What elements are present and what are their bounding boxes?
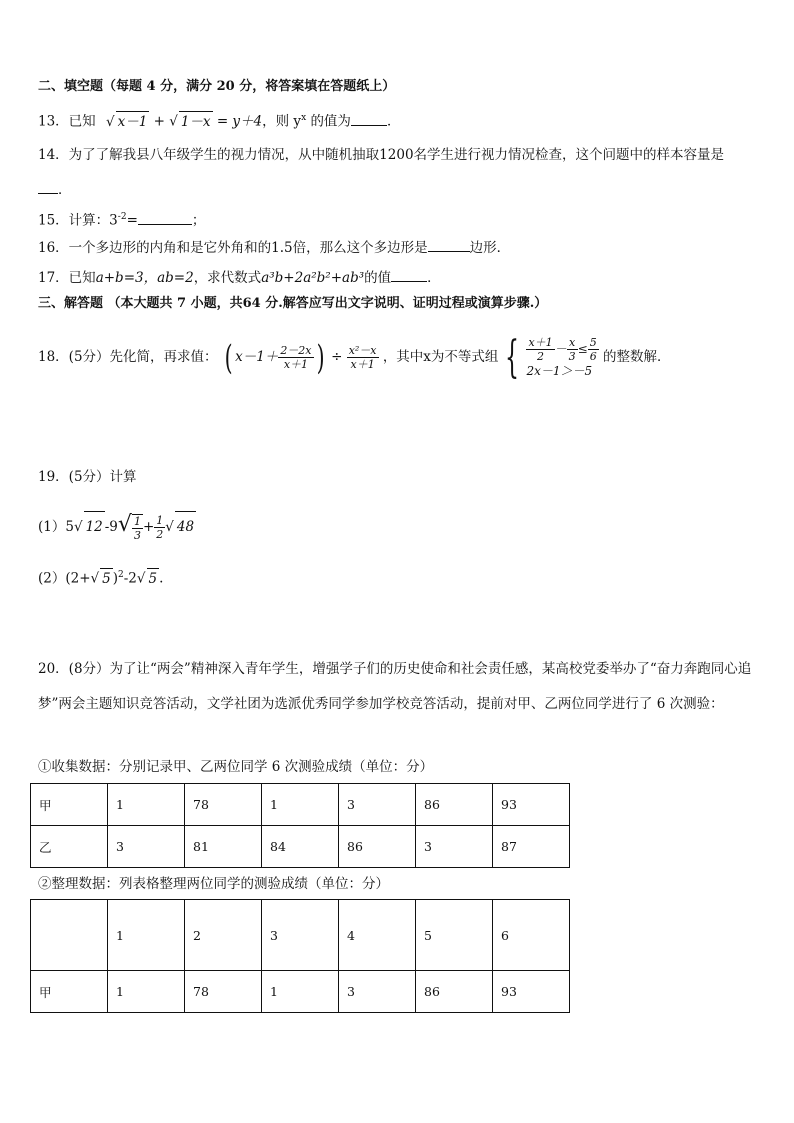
table-cell: 6 [493,900,570,971]
table-cell: 3 [339,784,416,826]
table-cell: 1 [108,784,185,826]
question-19-part-1 [38,510,196,542]
table-cell: 4 [339,900,416,971]
question-14-line2 [38,180,72,200]
question-18 [38,331,671,383]
q16-text: 16．一个多边形的内角和是它外角和的1.5倍，那么这个多边形是 [38,240,428,256]
q19-p2-radicand-2: 5 [147,568,160,589]
q17-expression: a³b+2a²b²+ab³ [261,270,365,286]
q19-p1-mid: -9 [104,519,118,535]
q19-p1-label: (1）5 [38,519,74,535]
q19-p1-frac2-den: 2 [156,528,164,541]
q15-end: ； [191,212,206,229]
question-17 [38,268,441,288]
q20-step-1: ①收集数据：分别记录甲、乙两位同学 6 次测验成绩（单位：分） [38,759,434,775]
q19-p1-frac-den: 3 [133,528,141,542]
q20-step-2: ②整理数据：列表格整理两位同学的测验成绩（单位：分） [38,876,389,892]
table-cell: 乙 [31,826,108,868]
table-cell: 3 [339,971,416,1013]
q15-superscript: -2 [117,212,127,222]
q13-tail-b: 的值为 [310,113,351,130]
table-cell: 93 [493,784,570,826]
table-cell: 3 [108,826,185,868]
q14-end: ． [58,182,72,198]
q17-answer-blank [391,269,427,282]
sqrt-symbol: √ [117,512,132,537]
q18-f2-numerator: x²－x [348,344,377,357]
table-cell: 1 [108,971,185,1013]
q13-plus: + [153,113,165,130]
q17-text-b: ，求代数式 [193,270,262,286]
sqrt-symbol: √ [73,519,83,535]
q19-p2-radicand-1: 5 [100,568,113,589]
question-14: 14．为了了解我县八年级学生的视力情况，从中随机抽取1200名学生进行视力情况检查，这个问题中的样本容量是 [38,147,725,163]
table-cell: 87 [493,826,570,868]
q18-f1-denominator: x＋1 [283,358,309,371]
q19-p2-mid: ) [112,570,119,587]
q18-s1-a-num: x＋1 [528,336,553,349]
q18-s1-minus: － [554,342,567,356]
q19-p1-radicand-3: 48 [175,511,196,542]
q19-p1-frac-under-root [132,514,143,542]
table-cell: 86 [416,971,493,1013]
q19-p1-plus: + [142,519,155,535]
q18-s1-b-num: x [567,336,578,350]
table-cell: 78 [185,971,262,1013]
question-13 [38,108,400,132]
score-table-1 [30,783,570,868]
q18-suffix: 的整数解． [603,349,671,365]
right-paren: ) [316,337,325,378]
q18-fraction-2 [347,344,379,371]
question-20-paragraph: 20．(8分）为了让“两会”精神深入青年学生，增强学子们的历史使命和社会责任感，某高校党委举办了“奋力奔跑同心追梦”两会主题知识竞答活动，文学社团为选派优秀同学参加学校竞答活动，提前对甲、乙两位同学进行了 6 次测验： [38,661,752,712]
q19-p1-radicand-1: 12 [84,511,105,542]
table-cell: 3 [262,900,339,971]
table-cell: 3 [416,826,493,868]
q18-s1-le: ≤ [577,342,588,356]
q18-f2-denominator: x＋1 [350,358,375,371]
q14-answer-blank [38,181,58,194]
q18-divide: ÷ [331,349,343,365]
question-19-title: 19．(5分）计算 [38,469,137,485]
q18-x-minus-1: x－1＋ [235,349,279,365]
q18-inequality-2: 2x－1＞－5 [526,364,593,378]
q18-fraction-1 [278,344,313,371]
q13-answer-blank [351,113,387,126]
q19-p2-label: (2）(2+ [38,570,91,587]
q18-inequality-1 [526,336,598,363]
q13-number: 13．已知 [38,113,96,130]
q17-condition: a+b=3，ab=2 [95,270,194,286]
table-cell: 93 [493,971,570,1013]
q13-end: ． [386,113,401,130]
sqrt-symbol: √ [136,570,146,587]
q13-equation-right: = y＋4 [216,113,263,130]
table-cell: 5 [416,900,493,971]
left-brace: { [505,331,520,383]
table-cell: 1 [108,900,185,971]
q13-radicand-b: 1－x [179,111,213,132]
q15-text: 15．计算：3 [38,212,118,229]
table-cell: 86 [339,826,416,868]
q13-tail-a: ，则 y [262,113,302,130]
left-paren: ( [224,337,233,378]
q17-text-a: 17．已知 [38,270,96,286]
score-table-2 [30,899,570,1013]
q19-p1-frac2-num: 1 [156,514,164,527]
sqrt-symbol: √ [90,570,100,587]
table-cell: 78 [185,784,262,826]
table-row [31,971,570,1013]
sqrt-symbol: √ [169,113,178,130]
table-cell: 1 [262,971,339,1013]
q18-inequality-system [526,336,598,379]
q13-radicand-a: x－1 [116,111,150,132]
q19-p2-superscript: 2 [118,570,124,580]
q13-superscript: x [301,113,307,123]
section-3-heading: 三、解答题 （本大题共 7 小题，共64 分.解答应写出文字说明、证明过程或演算步骤.） [38,296,548,311]
q18-s1-c-den: 6 [589,350,597,363]
q17-text-c: 的值 [364,270,392,286]
table-cell [31,900,108,971]
q18-s1-c-num: 5 [589,336,597,349]
sqrt-symbol: √ [165,519,174,535]
q19-p2-end: . [159,570,164,587]
table-row [31,784,570,826]
table-cell: 甲 [31,971,108,1013]
q16-end: 边形． [469,240,511,256]
table-cell: 甲 [31,784,108,826]
q15-answer-blank [138,212,192,225]
q16-answer-blank [428,239,470,252]
sqrt-symbol: √ [105,113,115,130]
table-cell: 2 [185,900,262,971]
table-row [31,900,570,971]
q19-p2-tail: -2 [123,570,137,587]
q19-p1-frac-num: 1 [133,514,141,528]
q18-s1-a-den: 2 [537,350,545,363]
question-15 [38,207,205,231]
q19-p1-frac-2 [154,514,165,541]
question-19-part-2 [38,565,163,589]
q18-f1-numerator: 2－2x [280,344,312,357]
table-cell: 84 [262,826,339,868]
table-cell: 81 [185,826,262,868]
section-2-heading: 二、填空题（每题 4 分，满分 20 分，将答案填在答题纸上） [38,79,396,94]
q17-end: ． [427,270,441,286]
q18-prefix: 18．(5分）先化简，再求值： [38,349,218,365]
table-row [31,826,570,868]
q18-mid: ，其中x为不等式组 [382,349,499,365]
table-cell: 1 [262,784,339,826]
table-cell: 86 [416,784,493,826]
q18-s1-b-den: 3 [568,350,576,363]
question-16 [38,238,510,258]
q15-eq: = [126,212,138,229]
